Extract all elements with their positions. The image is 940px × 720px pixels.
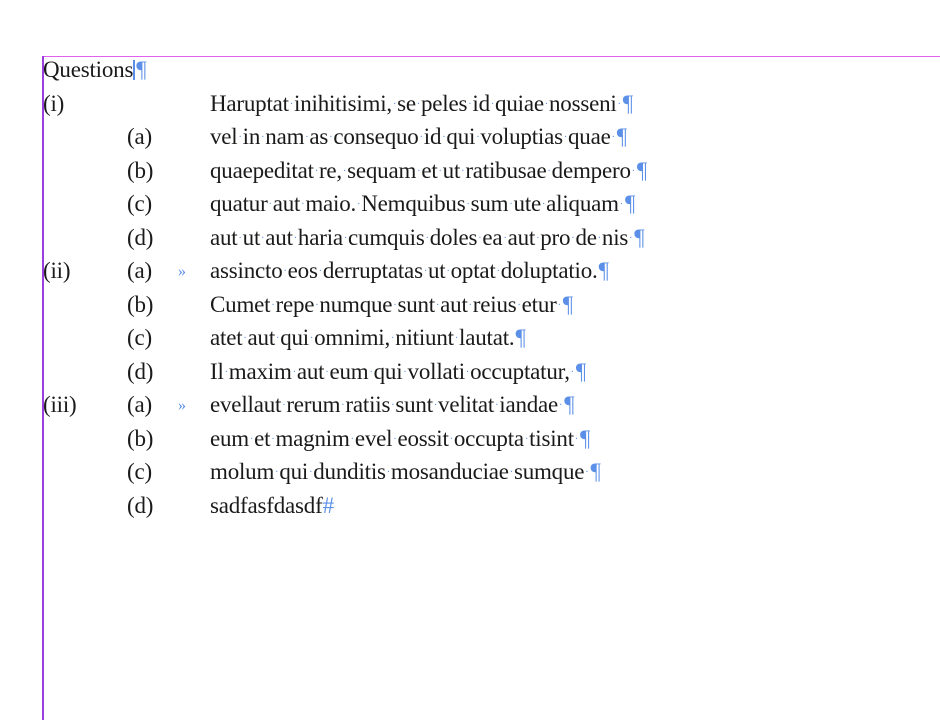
space-marker-icon: · — [309, 333, 314, 344]
space-marker-icon: · — [478, 232, 482, 244]
word: quiae — [495, 90, 544, 116]
space-marker-icon: · — [476, 132, 480, 143]
question-number: (iii) — [43, 392, 77, 417]
space-marker-icon: · — [503, 232, 507, 244]
space-marker-icon: · — [315, 299, 319, 311]
word: magnim — [275, 425, 350, 451]
word: doles — [429, 224, 478, 250]
word: sequam — [347, 157, 417, 183]
word: voluptias — [480, 124, 563, 149]
item-text — [210, 123, 627, 152]
pilcrow-icon: ¶ — [515, 325, 526, 350]
space-marker-icon: · — [559, 400, 563, 411]
space-marker-icon: · — [629, 232, 633, 244]
space-marker-icon: · — [393, 433, 397, 445]
sub-item-letter: (b) — [127, 425, 154, 451]
space-marker-icon: · — [238, 232, 242, 244]
word: ut — [442, 157, 461, 183]
space-marker-icon: · — [309, 467, 313, 478]
space-marker-icon: · — [557, 299, 561, 311]
word: aut — [507, 224, 536, 250]
space-marker-icon: · — [314, 165, 318, 177]
space-marker-icon: · — [301, 199, 305, 210]
space-marker-icon: · — [343, 232, 348, 244]
pilcrow-icon: ¶ — [136, 57, 147, 82]
space-marker-icon: · — [289, 98, 294, 110]
word: qui — [279, 459, 309, 484]
word: nam — [265, 124, 305, 149]
space-marker-icon: · — [544, 98, 548, 110]
word: inihitisimi, — [294, 90, 392, 116]
space-marker-icon: · — [292, 366, 296, 378]
word: evellaut — [210, 392, 282, 417]
pilcrow-icon: ¶ — [622, 90, 633, 116]
word: repe — [275, 291, 315, 317]
word: lautat. — [459, 325, 515, 350]
space-marker-icon: · — [425, 232, 429, 244]
text-cursor — [133, 60, 135, 80]
pilcrow-icon: ¶ — [580, 425, 591, 451]
space-marker-icon: · — [417, 165, 421, 177]
tab-marker-icon: » — [178, 263, 186, 280]
space-marker-icon: · — [250, 433, 254, 445]
space-marker-icon: · — [243, 333, 247, 344]
word: occuptatur, — [470, 358, 570, 384]
word: as — [309, 124, 329, 149]
word: mosanduciae — [390, 459, 509, 484]
space-marker-icon: · — [282, 400, 286, 411]
heading-line[interactable] — [43, 56, 146, 90]
word: ea — [482, 224, 503, 250]
space-marker-icon: · — [386, 467, 390, 478]
item-text — [210, 324, 526, 353]
word: qui — [280, 325, 309, 350]
space-marker-icon: · — [419, 132, 423, 143]
heading-text: Questions — [43, 57, 134, 82]
sub-item-letter: (d) — [127, 492, 154, 518]
word: cumquis — [348, 224, 425, 250]
word: et — [421, 157, 438, 183]
word: atet — [210, 325, 243, 350]
word: id — [423, 124, 442, 149]
space-marker-icon: · — [442, 132, 446, 143]
word: nitiunt — [395, 325, 454, 350]
space-marker-icon: · — [261, 132, 265, 143]
sub-item-letter: (c) — [127, 459, 152, 484]
word: quaepeditat — [210, 157, 314, 183]
word: dunditis — [313, 459, 386, 484]
space-marker-icon: · — [416, 98, 420, 110]
word: numque — [319, 291, 393, 317]
space-marker-icon: · — [369, 366, 373, 378]
space-marker-icon: · — [271, 299, 275, 311]
sub-item-letter: (b) — [127, 157, 154, 183]
space-marker-icon: · — [392, 98, 397, 110]
space-marker-icon: · — [436, 299, 440, 311]
word: molum — [210, 459, 275, 484]
space-marker-icon: · — [454, 333, 458, 344]
word: ut — [427, 258, 446, 283]
word: haria — [297, 224, 343, 250]
space-marker-icon: · — [496, 266, 500, 277]
word: ratibusae — [465, 157, 547, 183]
word: reius — [472, 291, 517, 317]
space-marker-icon: · — [305, 132, 309, 143]
word: Il — [210, 358, 224, 384]
space-marker-icon: · — [283, 266, 287, 277]
item-text — [210, 190, 635, 219]
word: etur — [521, 291, 557, 317]
word: iandae — [499, 392, 559, 417]
space-marker-icon: · — [238, 132, 242, 143]
space-marker-icon: · — [391, 333, 395, 344]
word: occupta — [453, 425, 524, 451]
word: pro — [540, 224, 571, 250]
space-marker-icon: · — [318, 266, 322, 277]
space-marker-icon: · — [509, 199, 513, 210]
tab-marker-icon: » — [178, 397, 186, 414]
text-frame-top-edge — [42, 56, 940, 57]
word: aliquam — [546, 191, 619, 216]
text-frame-left-edge — [42, 56, 44, 720]
word: sum — [470, 191, 509, 216]
space-marker-icon: · — [468, 299, 472, 311]
item-text — [210, 458, 601, 487]
word: sunt — [395, 392, 433, 417]
pilcrow-icon: ¶ — [598, 258, 609, 283]
word: ratiis — [345, 392, 391, 417]
sub-item-letter: (d) — [127, 358, 154, 384]
end-of-story-icon: # — [322, 492, 334, 518]
sub-item-letter: (a) — [127, 258, 152, 283]
space-marker-icon: · — [509, 467, 513, 478]
word: maio. — [305, 191, 357, 216]
word: doluptatio. — [500, 258, 598, 283]
space-marker-icon: · — [490, 98, 495, 110]
word: qui — [446, 124, 476, 149]
word: vollati — [407, 358, 465, 384]
space-marker-icon: · — [571, 232, 575, 244]
space-marker-icon: · — [446, 266, 450, 277]
space-marker-icon: · — [542, 199, 546, 210]
word: Haruptat — [210, 90, 289, 116]
word: quae — [568, 124, 611, 149]
item-text — [210, 257, 609, 286]
sub-item-letter: (c) — [127, 191, 152, 216]
word: aut — [247, 325, 276, 350]
space-marker-icon: · — [393, 299, 397, 311]
item-text — [210, 224, 645, 253]
space-marker-icon: · — [468, 98, 472, 110]
word: qui — [373, 358, 403, 384]
word: vel — [210, 124, 238, 149]
word: evel — [354, 425, 393, 451]
word: sumque — [513, 459, 585, 484]
pilcrow-icon: ¶ — [624, 191, 636, 216]
space-marker-icon: · — [342, 165, 347, 177]
space-marker-icon: · — [423, 266, 427, 277]
pilcrow-icon: ¶ — [636, 157, 648, 183]
word: eum — [329, 358, 369, 384]
word: Nemquibus — [361, 191, 466, 216]
space-marker-icon: · — [547, 165, 551, 177]
word: nis — [601, 224, 629, 250]
word: eum — [210, 425, 249, 451]
pilcrow-icon: ¶ — [562, 291, 573, 317]
pilcrow-icon: ¶ — [634, 224, 645, 250]
word: aut — [296, 358, 325, 384]
space-marker-icon: · — [617, 98, 621, 110]
space-marker-icon: · — [224, 366, 228, 378]
word: de — [575, 224, 597, 250]
space-marker-icon: · — [271, 433, 275, 445]
space-marker-icon: · — [585, 467, 589, 478]
space-marker-icon: · — [341, 400, 345, 411]
space-marker-icon: · — [261, 232, 265, 244]
word: aut — [210, 224, 238, 250]
word: Cumet — [210, 291, 271, 317]
space-marker-icon: · — [276, 333, 280, 344]
pilcrow-icon: ¶ — [590, 459, 601, 484]
space-marker-icon: · — [611, 132, 615, 143]
pilcrow-icon: ¶ — [575, 358, 587, 384]
question-number: (i) — [43, 90, 65, 116]
item-text — [210, 358, 586, 387]
space-marker-icon: · — [465, 366, 470, 378]
word: peles — [420, 90, 468, 116]
space-marker-icon: · — [449, 433, 453, 445]
word: re, — [318, 157, 342, 183]
word: aut — [272, 191, 301, 216]
word: aut — [265, 224, 293, 250]
word: consequo — [333, 124, 419, 149]
item-text — [210, 90, 633, 119]
sub-item-letter: (b) — [127, 291, 154, 317]
space-marker-icon: · — [570, 366, 574, 378]
word: et — [254, 425, 271, 451]
word: nosseni — [548, 90, 617, 116]
word: optat — [450, 258, 496, 283]
space-marker-icon: · — [524, 433, 529, 445]
item-text — [210, 291, 573, 320]
space-marker-icon: · — [536, 232, 540, 244]
space-marker-icon: · — [268, 199, 272, 210]
word: dempero — [551, 157, 631, 183]
word: sunt — [397, 291, 435, 317]
space-marker-icon: · — [325, 366, 329, 378]
word: se — [397, 90, 416, 116]
space-marker-icon: · — [574, 433, 579, 445]
space-marker-icon: · — [563, 132, 567, 143]
sub-item-letter: (a) — [127, 392, 152, 417]
space-marker-icon: · — [466, 199, 470, 210]
space-marker-icon: · — [391, 400, 395, 411]
space-marker-icon: · — [403, 366, 407, 378]
word: id — [472, 90, 490, 116]
question-number: (ii) — [43, 258, 71, 283]
space-marker-icon: · — [433, 400, 438, 411]
word: eossit — [397, 425, 449, 451]
word: ute — [513, 191, 542, 216]
space-marker-icon: · — [597, 232, 601, 244]
space-marker-icon: · — [517, 299, 521, 311]
space-marker-icon: · — [357, 199, 361, 210]
space-marker-icon: · — [275, 467, 279, 478]
space-marker-icon: · — [495, 400, 499, 411]
space-marker-icon: · — [438, 165, 442, 177]
sub-item-letter: (d) — [127, 224, 154, 250]
word: maxim — [228, 358, 292, 384]
space-marker-icon: · — [619, 199, 623, 210]
word: omnimi, — [314, 325, 391, 350]
space-marker-icon: · — [461, 165, 465, 177]
item-text — [210, 492, 334, 520]
word: sadfasfdasdf — [210, 492, 323, 518]
space-marker-icon: · — [631, 165, 635, 177]
item-text — [210, 391, 574, 420]
pilcrow-icon: ¶ — [616, 124, 627, 149]
item-text — [210, 157, 647, 186]
word: in — [242, 124, 261, 149]
word: rerum — [286, 392, 341, 417]
word: ut — [242, 224, 261, 250]
sub-item-letter: (a) — [127, 124, 152, 149]
word: aut — [440, 291, 468, 317]
word: derruptatas — [322, 258, 423, 283]
sub-item-letter: (c) — [127, 325, 152, 350]
space-marker-icon: · — [329, 132, 333, 143]
word: quatur — [210, 191, 268, 216]
space-marker-icon: · — [350, 433, 354, 445]
word: eos — [287, 258, 318, 283]
pilcrow-icon: ¶ — [564, 392, 575, 417]
word: assincto — [210, 258, 283, 283]
item-text — [210, 425, 590, 454]
word: velitat — [438, 392, 495, 417]
word: tisint — [529, 425, 574, 451]
space-marker-icon: · — [293, 232, 297, 244]
